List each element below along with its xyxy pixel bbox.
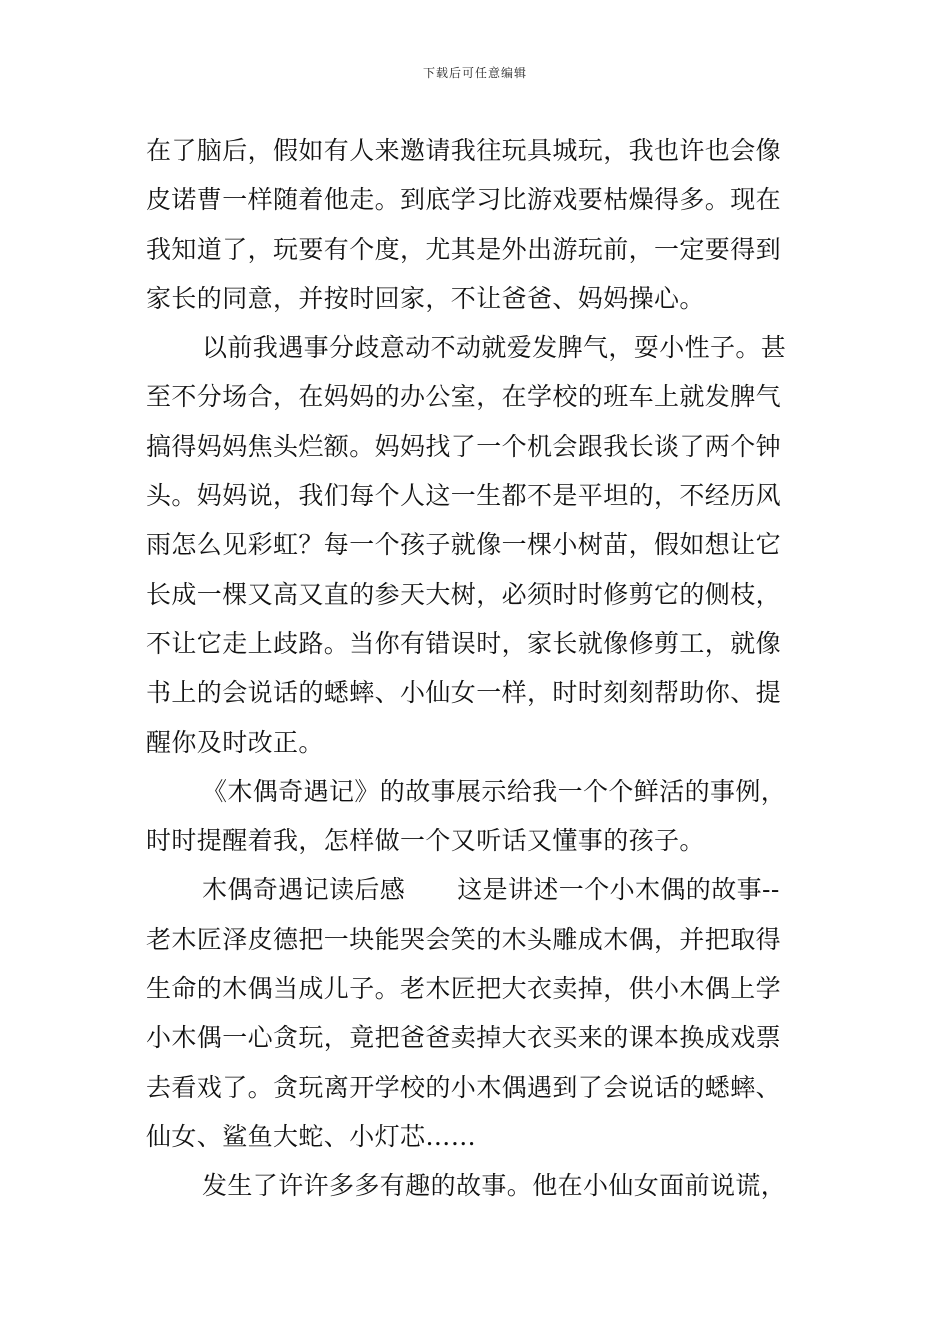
text-line: 家长的同意，并按时回家，不让爸爸、妈妈操心。 [146, 283, 705, 313]
paragraph-start-line: 《木偶奇遇记》的故事展示给我一个个鲜活的事例， [202, 776, 787, 806]
section-first-sentence: 这是讲述一个小木偶的故事-- [457, 875, 780, 905]
text-line: 去看戏了。贪玩离开学校的小木偶遇到了会说话的蟋蟀、 [146, 1072, 782, 1102]
text-line: 小木偶一心贪玩，竟把爸爸卖掉大衣买来的课本换成戏票 [146, 1023, 782, 1053]
section-title: 木偶奇遇记读后感 [202, 875, 406, 905]
paragraph-start-line: 以前我遇事分歧意动不动就爱发脾气，耍小性子。甚 [202, 333, 787, 363]
text-line: 头。妈妈说，我们每个人这一生都不是平坦的，不经历风 [146, 481, 782, 511]
paragraph-start-line: 发生了许许多多有趣的故事。他在小仙女面前说谎， [202, 1171, 787, 1201]
paragraph-start-line [146, 865, 810, 914]
document-body [146, 126, 810, 1211]
text-line: 在了脑后，假如有人来邀请我往玩具城玩，我也许也会像 [146, 136, 782, 165]
text-line: 皮诺曹一样随着他走。到底学习比游戏要枯燥得多。现在 [146, 185, 782, 215]
text-line: 至不分场合，在妈妈的办公室，在学校的班车上就发脾气 [146, 382, 782, 412]
text-line: 醒你及时改正。 [146, 727, 324, 757]
text-line: 仙女、鲨鱼大蛇、小灯芯…… [146, 1121, 477, 1151]
text-line: 时时提醒着我，怎样做一个又听话又懂事的孩子。 [146, 826, 705, 856]
text-line: 老木匠泽皮德把一块能哭会笑的木头雕成木偶，并把取得 [146, 924, 782, 954]
text-line: 生命的木偶当成儿子。老木匠把大衣卖掉，供小木偶上学 [146, 974, 782, 1004]
text-line: 我知道了，玩要有个度，尤其是外出游玩前，一定要得到 [146, 234, 782, 264]
page-header: 下载后可任意编辑 [422, 66, 527, 80]
text-line: 长成一棵又高又直的参天大树，必须时时修剪它的侧枝， [146, 579, 782, 609]
text-line: 雨怎么见彩虹？每一个孩子就像一棵小树苗，假如想让它 [146, 530, 782, 560]
text-line: 搞得妈妈焦头烂额。妈妈找了一个机会跟我长谈了两个钟 [146, 431, 782, 461]
text-line: 书上的会说话的蟋蟀、小仙女一样，时时刻刻帮助你、提 [146, 678, 782, 708]
text-line: 不让它走上歧路。当你有错误时，家长就像修剪工，就像 [146, 628, 782, 658]
